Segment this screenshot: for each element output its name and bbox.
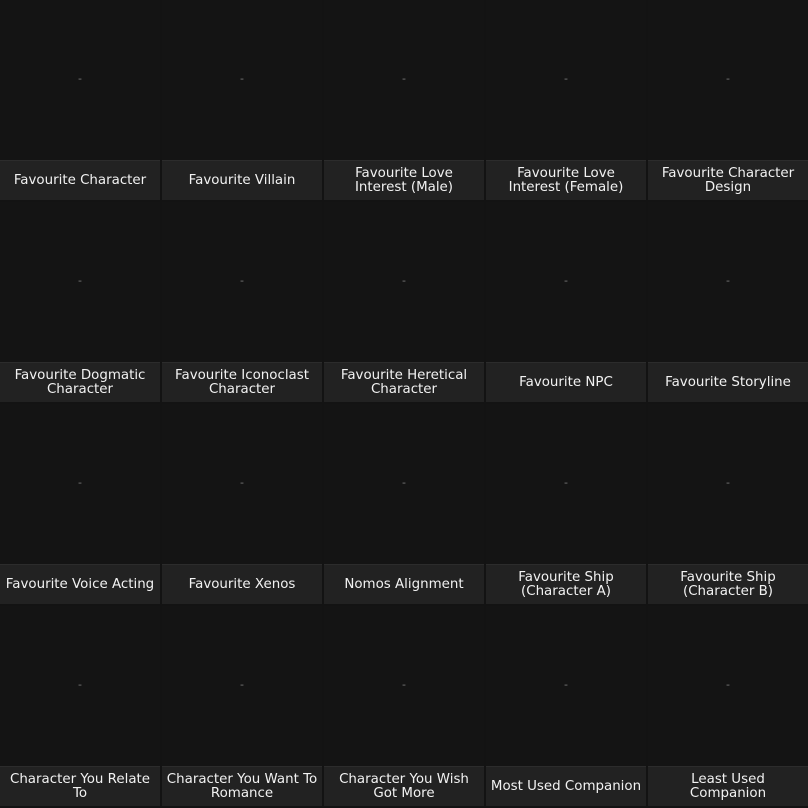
cell-label: Least Used Companion [648, 766, 808, 806]
empty-placeholder: - [78, 476, 82, 489]
image-slot[interactable] [324, 404, 484, 564]
grid-cell-favourite-ship-character-a[interactable] [486, 404, 646, 604]
image-slot[interactable] [486, 404, 646, 564]
cell-label: Favourite Iconoclast Character [162, 362, 322, 402]
grid-cell-character-you-wish-got-more[interactable] [324, 606, 484, 806]
empty-placeholder: - [240, 678, 244, 691]
grid-cell-favourite-love-interest-female[interactable] [486, 0, 646, 200]
cell-label: Favourite Voice Acting [0, 564, 160, 604]
grid-cell-favourite-love-interest-male[interactable] [324, 0, 484, 200]
grid-cell-favourite-dogmatic-character[interactable] [0, 202, 160, 402]
empty-placeholder: - [402, 476, 406, 489]
empty-placeholder: - [564, 72, 568, 85]
cell-label: Favourite Ship (Character B) [648, 564, 808, 604]
image-slot[interactable] [648, 202, 808, 362]
grid-cell-favourite-heretical-character[interactable] [324, 202, 484, 402]
empty-placeholder: - [564, 274, 568, 287]
empty-placeholder: - [240, 274, 244, 287]
empty-placeholder: - [402, 72, 406, 85]
empty-placeholder: - [240, 476, 244, 489]
cell-label: Favourite Xenos [162, 564, 322, 604]
cell-label: Nomos Alignment [324, 564, 484, 604]
empty-placeholder: - [240, 72, 244, 85]
image-slot[interactable] [648, 0, 808, 160]
empty-placeholder: - [726, 274, 730, 287]
cell-label: Favourite NPC [486, 362, 646, 402]
cell-label: Favourite Love Interest (Male) [324, 160, 484, 200]
image-slot[interactable] [648, 606, 808, 766]
empty-placeholder: - [564, 678, 568, 691]
cell-label: Favourite Love Interest (Female) [486, 160, 646, 200]
image-slot[interactable] [324, 0, 484, 160]
grid-cell-favourite-storyline[interactable] [648, 202, 808, 402]
cell-label: Favourite Character [0, 160, 160, 200]
grid-cell-favourite-villain[interactable] [162, 0, 322, 200]
image-slot[interactable] [0, 202, 160, 362]
empty-placeholder: - [564, 476, 568, 489]
cell-label: Character You Wish Got More [324, 766, 484, 806]
image-slot[interactable] [162, 404, 322, 564]
grid-cell-favourite-npc[interactable] [486, 202, 646, 402]
image-slot[interactable] [486, 202, 646, 362]
cell-label: Favourite Villain [162, 160, 322, 200]
grid-cell-favourite-iconoclast-character[interactable] [162, 202, 322, 402]
image-slot[interactable] [162, 0, 322, 160]
grid-cell-favourite-xenos[interactable] [162, 404, 322, 604]
image-slot[interactable] [324, 202, 484, 362]
grid-cell-most-used-companion[interactable] [486, 606, 646, 806]
cell-label: Most Used Companion [486, 766, 646, 806]
cell-label: Favourite Heretical Character [324, 362, 484, 402]
empty-placeholder: - [726, 476, 730, 489]
image-slot[interactable] [0, 606, 160, 766]
image-slot[interactable] [162, 606, 322, 766]
empty-placeholder: - [726, 678, 730, 691]
grid-cell-character-you-relate-to[interactable] [0, 606, 160, 806]
grid-cell-character-you-want-to-romance[interactable] [162, 606, 322, 806]
grid-cell-favourite-voice-acting[interactable] [0, 404, 160, 604]
cell-label: Favourite Dogmatic Character [0, 362, 160, 402]
image-slot[interactable] [0, 0, 160, 160]
cell-label: Character You Relate To [0, 766, 160, 806]
grid-cell-least-used-companion[interactable] [648, 606, 808, 806]
grid-cell-favourite-character[interactable] [0, 0, 160, 200]
grid-cell-favourite-ship-character-b[interactable] [648, 404, 808, 604]
cell-label: Favourite Storyline [648, 362, 808, 402]
image-slot[interactable] [0, 404, 160, 564]
empty-placeholder: - [78, 72, 82, 85]
cell-label: Character You Want To Romance [162, 766, 322, 806]
empty-placeholder: - [78, 274, 82, 287]
grid-cell-nomos-alignment[interactable] [324, 404, 484, 604]
cell-label: Favourite Ship (Character A) [486, 564, 646, 604]
image-slot[interactable] [486, 606, 646, 766]
grid-cell-favourite-character-design[interactable] [648, 0, 808, 200]
image-slot[interactable] [162, 202, 322, 362]
image-slot[interactable] [486, 0, 646, 160]
empty-placeholder: - [402, 274, 406, 287]
empty-placeholder: - [402, 678, 406, 691]
cell-label: Favourite Character Design [648, 160, 808, 200]
empty-placeholder: - [78, 678, 82, 691]
image-slot[interactable] [324, 606, 484, 766]
image-slot[interactable] [648, 404, 808, 564]
empty-placeholder: - [726, 72, 730, 85]
